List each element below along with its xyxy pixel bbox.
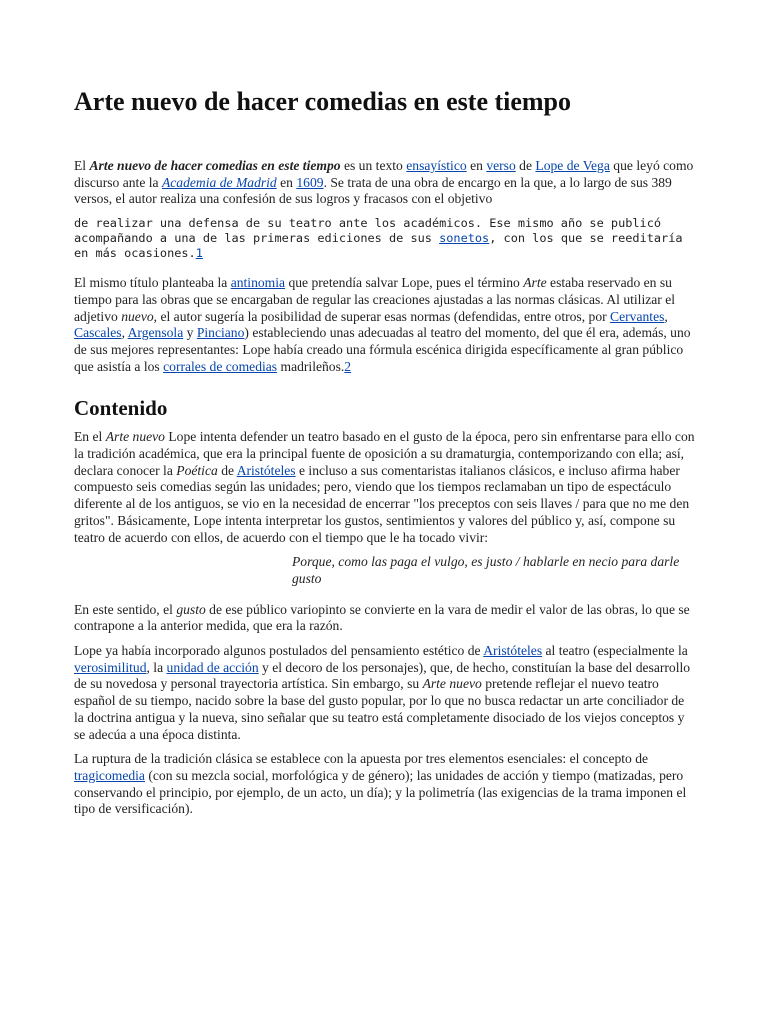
paragraph-antinomia: [74, 275, 696, 375]
reference-1[interactable]: 1: [195, 246, 203, 261]
intro-paragraph: [74, 158, 696, 208]
emphasis-arte-nuevo-2: Arte nuevo: [422, 676, 482, 692]
text: ,: [664, 308, 668, 324]
link-pinciano[interactable]: Pinciano: [196, 325, 245, 341]
paragraph-contenido-1: [74, 429, 696, 546]
text: estaba reservado en su tiempo para las obras que se encargaban de regular las creaciones ajustadas a las normas clásicas. Al utilizar el adjetivo: [74, 275, 676, 324]
link-cervantes[interactable]: Cervantes: [610, 308, 665, 324]
text: que pretendía salvar Lope, pues el término: [285, 275, 524, 291]
section-heading-contenido: Contenido: [74, 396, 168, 421]
text: que leyó como discurso ante la: [74, 158, 694, 190]
text: de ese público variopinto se convierte en la vara de medir el valor de las obras, lo que se contrapone a la anterior medida, que era la razón.: [74, 601, 690, 634]
text: y el decoro de los personajes), que, de hecho, constituían la base del desarrollo de su novedosa y personal trayectoria artística. Sin embargo, su: [74, 659, 691, 692]
link-lope-de-vega[interactable]: Lope de Vega: [535, 158, 610, 173]
emphasis-gusto: gusto: [176, 601, 206, 617]
link-verosimilitud[interactable]: verosimilitud: [74, 659, 147, 675]
text: (con su mezcla social, morfológica y de género); las unidades de acción y tiempo (matizadas, pero conservando el principio, por ejemplo, de un acto, un día); y la polimetría (las exigencias de la trama imponen el tipo de versificación).: [74, 767, 687, 817]
link-aristoteles-2[interactable]: Aristóteles: [483, 643, 543, 659]
text: e incluso a sus comentaristas italianos clásicos, e incluso afirma haber compuesto seis comedias según las unidades; pero, viendo que los tiempos reclamaban un tipo de espectáculo diferente al de los antiguos, se vio en la necesidad de encerrar "los preceptos con seis llaves / para que no me den gritos". Básicamente, Lope intenta interpretar los gustos, sentimientos y valores del público y, así, compone su teatro de acuerdo con ellos, de acuerdo con el tiempo que le ha tocado vivir:: [74, 462, 690, 545]
verse-quote: Porque, como las paga el vulgo, es justo / hablarle en necio para darle gusto: [292, 554, 680, 586]
link-sonetos[interactable]: sonetos: [439, 231, 490, 246]
text: En el: [74, 429, 106, 445]
link-argensola[interactable]: Argensola: [127, 325, 184, 341]
emphasis-arte-nuevo: Arte nuevo: [105, 429, 165, 445]
text: pretende reflejar el nuevo teatro español de su tiempo, nacido sobre la base del gusto popular, por lo que no busca redactar un arte conciliador de la doctrina antigua y la nueva, sino señalar que su teatro está completamente disociado de los viejos conceptos y se adecúa a una época distinta.: [74, 676, 685, 742]
emphasis-nuevo: nuevo: [121, 308, 154, 324]
emphasis-arte: Arte: [523, 275, 547, 291]
text: ) estableciendo unas adecuadas al teatro del momento, del que él era, además, uno de sus mejores representantes: Lope había creado una fórmula escénica dirigida específicamente al gran público que asistía a los: [74, 325, 691, 374]
link-aristoteles[interactable]: Aristóteles: [236, 462, 296, 478]
text: Lope intenta defender un teatro basado en el gusto de la época, pero sin enfrentarse para ello con la tradición académica, que era la principal fuente de oposición a su dramaturgia, contemporizando con ella; así, declara conocer la: [74, 429, 695, 478]
text: al teatro (especialmente la: [542, 643, 688, 659]
article: [74, 86, 696, 826]
text: en: [276, 174, 297, 190]
text: es un texto: [340, 158, 407, 173]
text: de realizar una defensa de su teatro ante los académicos. Ese mismo año se publicó acompañando a una de las primeras ediciones de sus: [74, 216, 662, 246]
page-title: Arte nuevo de hacer comedias en este tiempo: [74, 87, 572, 116]
text: El mismo título planteaba la: [74, 275, 231, 291]
emphasis-poetica: Poética: [176, 462, 218, 478]
text: de: [515, 158, 536, 173]
link-unidad-de-accion[interactable]: unidad de acción: [166, 659, 259, 675]
link-ensayistico[interactable]: ensayístico: [406, 158, 467, 173]
link-verso[interactable]: verso: [486, 158, 516, 173]
text: en: [466, 158, 487, 173]
paragraph-contenido-3: [74, 643, 696, 743]
reference-2[interactable]: 2: [344, 358, 352, 374]
paragraph-contenido-2: [74, 602, 696, 635]
mono-paragraph: [74, 216, 696, 261]
link-corrales-de-comedias[interactable]: corrales de comedias: [163, 358, 278, 374]
text: En este sentido, el: [74, 601, 177, 617]
text: La ruptura de la tradición clásica se establece con la apuesta por tres elementos esenciales: el concepto de: [74, 751, 649, 767]
text: de: [217, 462, 237, 478]
link-tragicomedia[interactable]: tragicomedia: [74, 767, 145, 783]
text: , con los que se reeditaría en más ocasiones.: [74, 231, 683, 261]
text: , el autor sugería la posibilidad de superar esas normas (defendidas, entre otros, por: [153, 308, 611, 324]
link-academia-de-madrid[interactable]: Academia de Madrid: [161, 174, 277, 190]
work-title: Arte nuevo de hacer comedias en este tiempo: [89, 158, 341, 173]
text: y: [183, 325, 197, 341]
text: ,: [121, 325, 128, 341]
link-cascales[interactable]: Cascales: [74, 325, 122, 341]
text: madrileños.: [277, 358, 345, 374]
text: El: [74, 158, 90, 173]
link-antinomia[interactable]: antinomia: [230, 275, 286, 291]
text: . Se trata de una obra de encargo en la que, a lo largo de sus 389 versos, el autor realiza una confesión de sus logros y fracasos con el objetivo: [74, 174, 672, 207]
text: , la: [146, 659, 167, 675]
paragraph-contenido-4: [74, 751, 696, 818]
text: Lope ya había incorporado algunos postulados del pensamiento estético de: [74, 643, 484, 659]
link-1609[interactable]: 1609: [296, 174, 324, 190]
